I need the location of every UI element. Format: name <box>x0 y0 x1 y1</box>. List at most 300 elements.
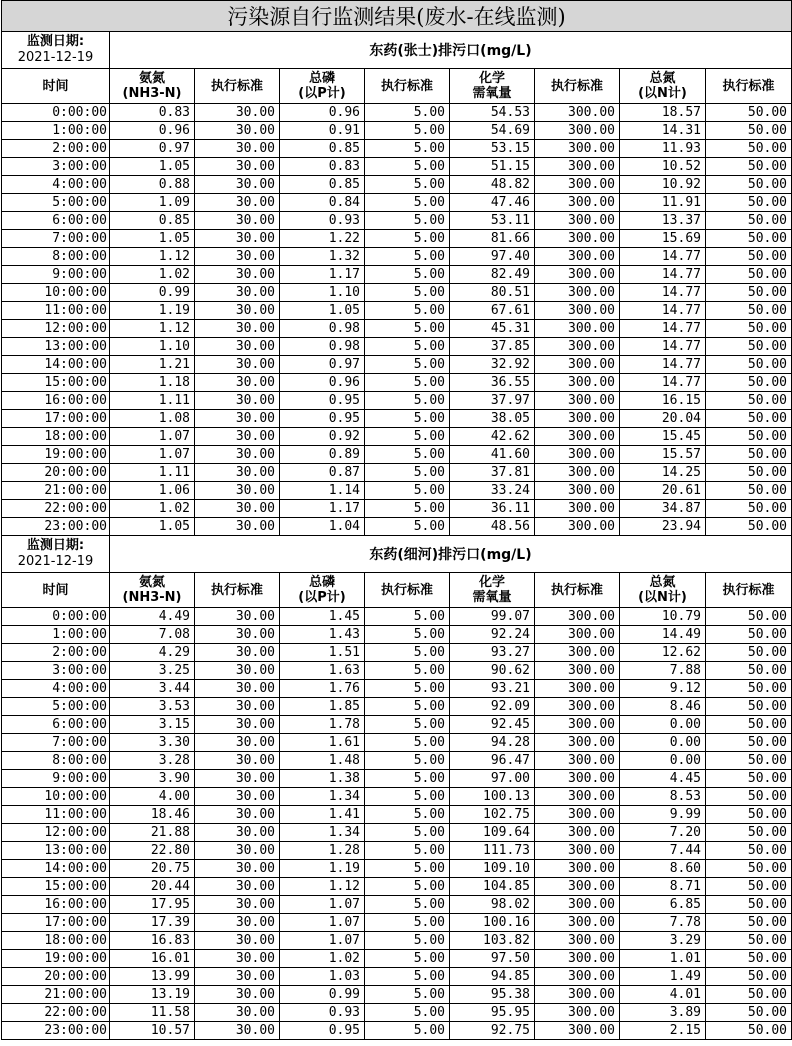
table-row <box>2 104 792 122</box>
cell-cod: 81.66 <box>450 230 535 248</box>
cell-cod-standard: 300.00 <box>535 140 620 158</box>
cell-total-nitrogen: 13.37 <box>620 212 706 230</box>
cell-total-nitrogen: 2.15 <box>620 1022 706 1040</box>
cell-ammonia-standard: 30.00 <box>195 1022 280 1040</box>
cell-cod-standard: 300.00 <box>535 338 620 356</box>
cell-ammonia-standard: 30.00 <box>195 176 280 194</box>
table-row <box>2 140 792 158</box>
cell-ammonia-nitrogen: 10.57 <box>110 1022 195 1040</box>
cell-phosphorus-standard: 5.00 <box>365 680 450 698</box>
cell-cod-standard: 300.00 <box>535 1004 620 1022</box>
cell-time: 19:00:00 <box>2 950 110 968</box>
cell-total-phosphorus: 1.85 <box>280 698 365 716</box>
cell-total-phosphorus: 1.03 <box>280 968 365 986</box>
cell-cod: 92.09 <box>450 698 535 716</box>
cell-ammonia-nitrogen: 11.58 <box>110 1004 195 1022</box>
cell-nitrogen-standard: 50.00 <box>706 860 792 878</box>
cell-nitrogen-standard: 50.00 <box>706 302 792 320</box>
cell-ammonia-nitrogen: 22.80 <box>110 842 195 860</box>
cell-cod-standard: 300.00 <box>535 698 620 716</box>
cell-phosphorus-standard: 5.00 <box>365 320 450 338</box>
cell-ammonia-standard: 30.00 <box>195 950 280 968</box>
column-header-total-nitrogen <box>620 573 706 608</box>
cell-cod-standard: 300.00 <box>535 122 620 140</box>
column-header-phosphorus-standard <box>365 573 450 608</box>
cell-phosphorus-standard: 5.00 <box>365 608 450 626</box>
cell-total-nitrogen: 7.78 <box>620 914 706 932</box>
cell-time: 2:00:00 <box>2 644 110 662</box>
cell-cod: 82.49 <box>450 266 535 284</box>
table-row <box>2 662 792 680</box>
cell-total-nitrogen: 14.31 <box>620 122 706 140</box>
section-header-row <box>2 536 792 573</box>
cell-nitrogen-standard: 50.00 <box>706 248 792 266</box>
cell-total-nitrogen: 1.49 <box>620 968 706 986</box>
column-header-line: 时间 <box>42 78 69 94</box>
cell-cod: 97.40 <box>450 248 535 266</box>
cell-phosphorus-standard: 5.00 <box>365 626 450 644</box>
cell-cod-standard: 300.00 <box>535 320 620 338</box>
cell-phosphorus-standard: 5.00 <box>365 410 450 428</box>
column-header-line: 氨氮 <box>138 71 165 86</box>
cell-time: 10:00:00 <box>2 284 110 302</box>
cell-time: 14:00:00 <box>2 860 110 878</box>
cell-total-phosphorus: 0.87 <box>280 464 365 482</box>
cell-cod: 51.15 <box>450 158 535 176</box>
cell-nitrogen-standard: 50.00 <box>706 122 792 140</box>
cell-cod: 37.81 <box>450 464 535 482</box>
column-header-line: 化学 <box>478 71 505 86</box>
cell-total-nitrogen: 12.62 <box>620 644 706 662</box>
cell-ammonia-standard: 30.00 <box>195 932 280 950</box>
cell-time: 19:00:00 <box>2 446 110 464</box>
cell-time: 7:00:00 <box>2 734 110 752</box>
cell-ammonia-nitrogen: 13.99 <box>110 968 195 986</box>
cell-total-nitrogen: 20.04 <box>620 410 706 428</box>
cell-phosphorus-standard: 5.00 <box>365 212 450 230</box>
cell-time: 14:00:00 <box>2 356 110 374</box>
cell-ammonia-standard: 30.00 <box>195 680 280 698</box>
cell-nitrogen-standard: 50.00 <box>706 446 792 464</box>
cell-ammonia-nitrogen: 1.02 <box>110 266 195 284</box>
cell-ammonia-nitrogen: 13.19 <box>110 986 195 1004</box>
cell-cod: 109.64 <box>450 824 535 842</box>
table-row <box>2 212 792 230</box>
column-header-line: 执行标准 <box>722 582 775 598</box>
cell-total-phosphorus: 1.32 <box>280 248 365 266</box>
cell-total-nitrogen: 15.57 <box>620 446 706 464</box>
cell-total-nitrogen: 14.77 <box>620 338 706 356</box>
cell-phosphorus-standard: 5.00 <box>365 752 450 770</box>
cell-time: 9:00:00 <box>2 266 110 284</box>
outlet-name: 东药(张士)排污口(mg/L) <box>110 32 792 69</box>
column-header-line: 执行标准 <box>210 582 263 598</box>
cell-ammonia-standard: 30.00 <box>195 122 280 140</box>
table-row <box>2 122 792 140</box>
table-row <box>2 392 792 410</box>
cell-cod: 93.27 <box>450 644 535 662</box>
cell-phosphorus-standard: 5.00 <box>365 338 450 356</box>
cell-ammonia-nitrogen: 16.83 <box>110 932 195 950</box>
cell-total-phosphorus: 1.28 <box>280 842 365 860</box>
cell-total-phosphorus: 0.91 <box>280 122 365 140</box>
cell-ammonia-nitrogen: 1.12 <box>110 320 195 338</box>
cell-phosphorus-standard: 5.00 <box>365 1022 450 1040</box>
column-header-time <box>2 69 110 104</box>
cell-total-phosphorus: 1.10 <box>280 284 365 302</box>
cell-ammonia-nitrogen: 1.06 <box>110 482 195 500</box>
cell-cod-standard: 300.00 <box>535 446 620 464</box>
cell-phosphorus-standard: 5.00 <box>365 176 450 194</box>
cell-total-nitrogen: 3.89 <box>620 1004 706 1022</box>
cell-ammonia-nitrogen: 0.99 <box>110 284 195 302</box>
cell-phosphorus-standard: 5.00 <box>365 806 450 824</box>
cell-nitrogen-standard: 50.00 <box>706 914 792 932</box>
cell-total-phosphorus: 1.43 <box>280 626 365 644</box>
cell-nitrogen-standard: 50.00 <box>706 644 792 662</box>
cell-cod: 33.24 <box>450 482 535 500</box>
cell-ammonia-standard: 30.00 <box>195 194 280 212</box>
cell-cod: 92.24 <box>450 626 535 644</box>
cell-time: 1:00:00 <box>2 122 110 140</box>
cell-ammonia-nitrogen: 0.88 <box>110 176 195 194</box>
cell-nitrogen-standard: 50.00 <box>706 878 792 896</box>
table-row <box>2 608 792 626</box>
cell-nitrogen-standard: 50.00 <box>706 482 792 500</box>
column-header-line: 化学 <box>478 575 505 590</box>
cell-nitrogen-standard: 50.00 <box>706 1022 792 1040</box>
cell-ammonia-nitrogen: 3.30 <box>110 734 195 752</box>
title-row <box>2 1 792 32</box>
cell-nitrogen-standard: 50.00 <box>706 788 792 806</box>
monitoring-date-label: 监测日期: <box>26 34 85 49</box>
cell-cod-standard: 300.00 <box>535 950 620 968</box>
cell-ammonia-standard: 30.00 <box>195 806 280 824</box>
cell-total-phosphorus: 0.83 <box>280 158 365 176</box>
cell-time: 13:00:00 <box>2 338 110 356</box>
cell-nitrogen-standard: 50.00 <box>706 140 792 158</box>
column-header-line: 总磷 <box>308 71 335 86</box>
column-header-line: 执行标准 <box>550 78 603 94</box>
cell-ammonia-nitrogen: 1.21 <box>110 356 195 374</box>
cell-phosphorus-standard: 5.00 <box>365 392 450 410</box>
cell-total-phosphorus: 1.63 <box>280 662 365 680</box>
cell-ammonia-standard: 30.00 <box>195 284 280 302</box>
cell-cod: 67.61 <box>450 302 535 320</box>
cell-total-phosphorus: 1.17 <box>280 266 365 284</box>
table-row <box>2 158 792 176</box>
cell-total-nitrogen: 14.49 <box>620 626 706 644</box>
cell-ammonia-standard: 30.00 <box>195 842 280 860</box>
cell-total-phosphorus: 0.85 <box>280 176 365 194</box>
column-header-line: 需氧量 <box>472 590 512 605</box>
cell-ammonia-nitrogen: 4.00 <box>110 788 195 806</box>
cell-phosphorus-standard: 5.00 <box>365 482 450 500</box>
cell-cod: 97.50 <box>450 950 535 968</box>
cell-cod-standard: 300.00 <box>535 878 620 896</box>
cell-phosphorus-standard: 5.00 <box>365 770 450 788</box>
cell-total-phosphorus: 1.05 <box>280 302 365 320</box>
cell-ammonia-standard: 30.00 <box>195 608 280 626</box>
cell-ammonia-nitrogen: 17.95 <box>110 896 195 914</box>
cell-time: 8:00:00 <box>2 752 110 770</box>
cell-cod-standard: 300.00 <box>535 194 620 212</box>
cell-total-nitrogen: 14.77 <box>620 284 706 302</box>
cell-total-nitrogen: 0.00 <box>620 716 706 734</box>
cell-phosphorus-standard: 5.00 <box>365 950 450 968</box>
cell-cod-standard: 300.00 <box>535 626 620 644</box>
cell-phosphorus-standard: 5.00 <box>365 356 450 374</box>
cell-nitrogen-standard: 50.00 <box>706 320 792 338</box>
cell-cod: 47.46 <box>450 194 535 212</box>
column-header-cod-standard <box>535 573 620 608</box>
cell-phosphorus-standard: 5.00 <box>365 194 450 212</box>
cell-cod-standard: 300.00 <box>535 464 620 482</box>
cell-phosphorus-standard: 5.00 <box>365 122 450 140</box>
cell-time: 17:00:00 <box>2 410 110 428</box>
cell-cod: 38.05 <box>450 410 535 428</box>
cell-cod: 96.47 <box>450 752 535 770</box>
cell-cod: 53.11 <box>450 212 535 230</box>
cell-total-nitrogen: 14.77 <box>620 356 706 374</box>
column-header-line: (NH3-N) <box>122 590 182 605</box>
cell-cod: 80.51 <box>450 284 535 302</box>
cell-total-nitrogen: 10.79 <box>620 608 706 626</box>
cell-time: 17:00:00 <box>2 914 110 932</box>
table-row <box>2 248 792 266</box>
cell-nitrogen-standard: 50.00 <box>706 500 792 518</box>
cell-total-nitrogen: 16.15 <box>620 392 706 410</box>
cell-nitrogen-standard: 50.00 <box>706 806 792 824</box>
cell-nitrogen-standard: 50.00 <box>706 158 792 176</box>
cell-ammonia-standard: 30.00 <box>195 338 280 356</box>
cell-time: 16:00:00 <box>2 392 110 410</box>
table-row <box>2 446 792 464</box>
table-row <box>2 968 792 986</box>
monitoring-results-table <box>1 0 792 1040</box>
table-row <box>2 752 792 770</box>
cell-cod: 37.85 <box>450 338 535 356</box>
cell-total-nitrogen: 8.46 <box>620 698 706 716</box>
cell-phosphorus-standard: 5.00 <box>365 104 450 122</box>
cell-total-phosphorus: 0.95 <box>280 410 365 428</box>
cell-cod: 98.02 <box>450 896 535 914</box>
table-row <box>2 230 792 248</box>
cell-ammonia-standard: 30.00 <box>195 464 280 482</box>
table-row <box>2 1022 792 1040</box>
column-header-line: 时间 <box>42 582 69 598</box>
cell-cod: 90.62 <box>450 662 535 680</box>
cell-nitrogen-standard: 50.00 <box>706 518 792 536</box>
cell-phosphorus-standard: 5.00 <box>365 896 450 914</box>
cell-phosphorus-standard: 5.00 <box>365 968 450 986</box>
table-row <box>2 716 792 734</box>
cell-cod-standard: 300.00 <box>535 734 620 752</box>
cell-ammonia-standard: 30.00 <box>195 356 280 374</box>
cell-nitrogen-standard: 50.00 <box>706 392 792 410</box>
cell-time: 0:00:00 <box>2 608 110 626</box>
cell-cod: 99.07 <box>450 608 535 626</box>
cell-time: 12:00:00 <box>2 320 110 338</box>
cell-total-nitrogen: 11.91 <box>620 194 706 212</box>
table-row <box>2 914 792 932</box>
cell-total-phosphorus: 1.34 <box>280 788 365 806</box>
cell-nitrogen-standard: 50.00 <box>706 932 792 950</box>
cell-total-nitrogen: 15.69 <box>620 230 706 248</box>
cell-total-nitrogen: 10.52 <box>620 158 706 176</box>
cell-phosphorus-standard: 5.00 <box>365 302 450 320</box>
cell-cod-standard: 300.00 <box>535 1022 620 1040</box>
cell-total-phosphorus: 0.85 <box>280 140 365 158</box>
table-row <box>2 806 792 824</box>
cell-ammonia-nitrogen: 1.05 <box>110 518 195 536</box>
table-row <box>2 824 792 842</box>
cell-ammonia-nitrogen: 7.08 <box>110 626 195 644</box>
column-header-line: (以P计) <box>298 590 346 605</box>
cell-total-phosphorus: 1.04 <box>280 518 365 536</box>
cell-nitrogen-standard: 50.00 <box>706 230 792 248</box>
column-header-row <box>2 573 792 608</box>
cell-nitrogen-standard: 50.00 <box>706 608 792 626</box>
cell-nitrogen-standard: 50.00 <box>706 896 792 914</box>
column-header-cod <box>450 573 535 608</box>
column-header-line: 需氧量 <box>472 86 512 101</box>
cell-nitrogen-standard: 50.00 <box>706 968 792 986</box>
table-row <box>2 734 792 752</box>
cell-total-nitrogen: 14.77 <box>620 374 706 392</box>
cell-phosphorus-standard: 5.00 <box>365 734 450 752</box>
table-row <box>2 788 792 806</box>
cell-total-phosphorus: 0.89 <box>280 446 365 464</box>
table-row <box>2 896 792 914</box>
cell-phosphorus-standard: 5.00 <box>365 464 450 482</box>
cell-cod-standard: 300.00 <box>535 302 620 320</box>
cell-time: 4:00:00 <box>2 680 110 698</box>
column-header-line: 氨氮 <box>138 575 165 590</box>
cell-total-nitrogen: 9.99 <box>620 806 706 824</box>
cell-ammonia-standard: 30.00 <box>195 968 280 986</box>
cell-total-nitrogen: 8.60 <box>620 860 706 878</box>
cell-total-phosphorus: 0.93 <box>280 1004 365 1022</box>
cell-nitrogen-standard: 50.00 <box>706 716 792 734</box>
cell-total-nitrogen: 18.57 <box>620 104 706 122</box>
cell-ammonia-nitrogen: 16.01 <box>110 950 195 968</box>
cell-cod: 92.45 <box>450 716 535 734</box>
cell-cod-standard: 300.00 <box>535 374 620 392</box>
cell-time: 15:00:00 <box>2 878 110 896</box>
cell-total-phosphorus: 1.78 <box>280 716 365 734</box>
cell-nitrogen-standard: 50.00 <box>706 1004 792 1022</box>
cell-cod: 48.82 <box>450 176 535 194</box>
cell-cod-standard: 300.00 <box>535 662 620 680</box>
cell-cod: 36.11 <box>450 500 535 518</box>
cell-ammonia-nitrogen: 3.25 <box>110 662 195 680</box>
cell-ammonia-nitrogen: 1.07 <box>110 428 195 446</box>
cell-cod: 95.38 <box>450 986 535 1004</box>
cell-total-nitrogen: 7.44 <box>620 842 706 860</box>
cell-phosphorus-standard: 5.00 <box>365 140 450 158</box>
table-row <box>2 878 792 896</box>
cell-total-phosphorus: 1.22 <box>280 230 365 248</box>
table-row <box>2 464 792 482</box>
cell-time: 1:00:00 <box>2 626 110 644</box>
cell-total-nitrogen: 14.77 <box>620 320 706 338</box>
cell-nitrogen-standard: 50.00 <box>706 734 792 752</box>
cell-time: 23:00:00 <box>2 1022 110 1040</box>
cell-phosphorus-standard: 5.00 <box>365 1004 450 1022</box>
cell-time: 22:00:00 <box>2 500 110 518</box>
cell-time: 0:00:00 <box>2 104 110 122</box>
cell-total-nitrogen: 10.92 <box>620 176 706 194</box>
cell-cod: 42.62 <box>450 428 535 446</box>
monitoring-date-value: 2021-12-19 <box>17 50 94 65</box>
cell-ammonia-standard: 30.00 <box>195 644 280 662</box>
cell-ammonia-standard: 30.00 <box>195 500 280 518</box>
cell-ammonia-nitrogen: 1.11 <box>110 392 195 410</box>
cell-cod-standard: 300.00 <box>535 230 620 248</box>
cell-ammonia-nitrogen: 1.09 <box>110 194 195 212</box>
cell-phosphorus-standard: 5.00 <box>365 824 450 842</box>
cell-cod: 95.95 <box>450 1004 535 1022</box>
cell-total-phosphorus: 1.02 <box>280 950 365 968</box>
cell-ammonia-nitrogen: 3.15 <box>110 716 195 734</box>
cell-cod-standard: 300.00 <box>535 158 620 176</box>
monitoring-date-value: 2021-12-19 <box>17 554 94 569</box>
cell-cod: 32.92 <box>450 356 535 374</box>
cell-cod: 54.69 <box>450 122 535 140</box>
cell-total-phosphorus: 0.95 <box>280 1022 365 1040</box>
cell-time: 11:00:00 <box>2 806 110 824</box>
cell-total-nitrogen: 3.29 <box>620 932 706 950</box>
cell-cod-standard: 300.00 <box>535 104 620 122</box>
column-header-nitrogen-standard <box>706 573 792 608</box>
cell-ammonia-standard: 30.00 <box>195 914 280 932</box>
cell-phosphorus-standard: 5.00 <box>365 428 450 446</box>
cell-ammonia-standard: 30.00 <box>195 662 280 680</box>
column-header-cod <box>450 69 535 104</box>
column-header-line: (以N计) <box>638 86 687 101</box>
cell-nitrogen-standard: 50.00 <box>706 842 792 860</box>
cell-time: 4:00:00 <box>2 176 110 194</box>
cell-total-nitrogen: 6.85 <box>620 896 706 914</box>
cell-time: 21:00:00 <box>2 482 110 500</box>
cell-ammonia-nitrogen: 4.29 <box>110 644 195 662</box>
table-row <box>2 770 792 788</box>
cell-total-phosphorus: 1.38 <box>280 770 365 788</box>
cell-time: 10:00:00 <box>2 788 110 806</box>
cell-ammonia-standard: 30.00 <box>195 734 280 752</box>
column-header-line: 总氮 <box>649 71 676 86</box>
cell-nitrogen-standard: 50.00 <box>706 986 792 1004</box>
cell-cod-standard: 300.00 <box>535 806 620 824</box>
cell-total-phosphorus: 1.48 <box>280 752 365 770</box>
cell-time: 20:00:00 <box>2 968 110 986</box>
cell-phosphorus-standard: 5.00 <box>365 662 450 680</box>
cell-phosphorus-standard: 5.00 <box>365 248 450 266</box>
cell-nitrogen-standard: 50.00 <box>706 626 792 644</box>
cell-ammonia-standard: 30.00 <box>195 248 280 266</box>
cell-nitrogen-standard: 50.00 <box>706 104 792 122</box>
cell-phosphorus-standard: 5.00 <box>365 266 450 284</box>
cell-time: 23:00:00 <box>2 518 110 536</box>
cell-time: 3:00:00 <box>2 662 110 680</box>
column-header-line: 执行标准 <box>722 78 775 94</box>
cell-nitrogen-standard: 50.00 <box>706 752 792 770</box>
cell-ammonia-standard: 30.00 <box>195 266 280 284</box>
cell-total-phosphorus: 0.98 <box>280 338 365 356</box>
column-header-ammonia-standard <box>195 573 280 608</box>
cell-total-nitrogen: 34.87 <box>620 500 706 518</box>
